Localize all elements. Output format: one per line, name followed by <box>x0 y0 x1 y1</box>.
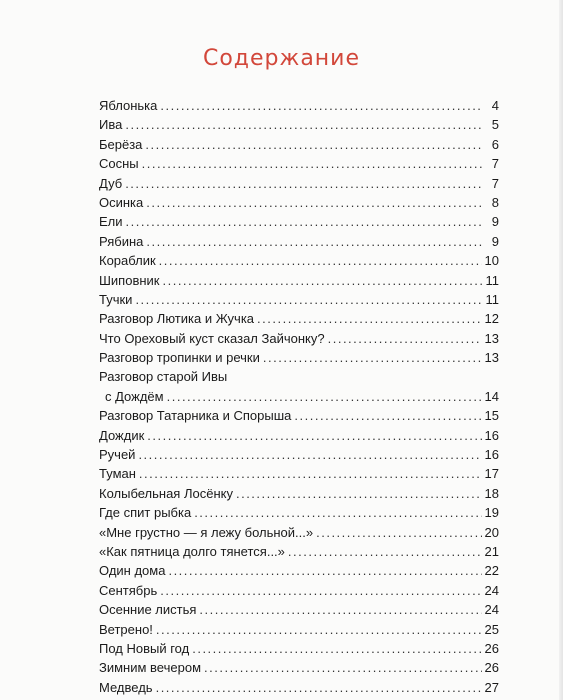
page-edge <box>559 0 563 700</box>
toc-entry-title: Ели <box>99 214 123 230</box>
toc-entry-page: 6 <box>491 136 499 152</box>
toc-entry-page: 9 <box>491 233 499 249</box>
toc-entry-page: 22 <box>484 563 499 579</box>
toc-entry <box>99 639 499 658</box>
toc-entry <box>99 542 499 561</box>
toc-entry-title: Медведь <box>99 679 153 695</box>
toc-entry-continuation <box>99 387 499 406</box>
table-of-contents <box>99 96 499 697</box>
toc-entry-page: 26 <box>484 660 499 676</box>
leader-dots <box>168 561 481 580</box>
toc-entry <box>99 367 499 386</box>
toc-entry-page: 7 <box>491 156 499 172</box>
toc-entry-page: 16 <box>484 447 499 463</box>
toc-entry-title: Ручей <box>99 447 136 463</box>
leader-dots <box>236 484 482 503</box>
toc-entry <box>99 581 499 600</box>
leader-dots <box>126 212 482 231</box>
toc-entry-page: 18 <box>484 485 499 501</box>
toc-entry-page: 12 <box>484 311 499 327</box>
toc-entry-title: Шиповник <box>99 272 160 288</box>
leader-dots <box>294 406 481 425</box>
toc-entry <box>99 600 499 619</box>
toc-entry-title: Один дома <box>99 563 166 579</box>
toc-entry <box>99 290 499 309</box>
toc-entry-page: 21 <box>484 543 499 559</box>
leader-dots <box>135 290 482 309</box>
toc-entry <box>99 193 499 212</box>
leader-dots <box>146 232 482 251</box>
leader-dots <box>139 464 482 483</box>
toc-entry-page: 24 <box>484 582 499 598</box>
toc-entry <box>99 503 499 522</box>
toc-entry-page: 4 <box>491 98 499 113</box>
toc-entry-page: 13 <box>484 350 499 366</box>
leader-dots <box>257 309 481 328</box>
toc-entry-page: 25 <box>484 621 499 637</box>
leader-dots <box>125 115 482 134</box>
toc-entry <box>99 658 499 677</box>
toc-entry-title: Колыбельная Лосёнку <box>99 485 233 501</box>
toc-entry <box>99 406 499 425</box>
toc-entry-title: Разговор Лютика и Жучка <box>99 311 255 327</box>
toc-entry-page: 20 <box>484 524 499 540</box>
toc-entry <box>99 523 499 542</box>
toc-entry-title-continued: с Дождём <box>105 388 164 404</box>
toc-entry <box>99 678 499 697</box>
leader-dots <box>199 600 481 619</box>
toc-entry <box>99 232 499 251</box>
leader-dots <box>160 581 481 600</box>
leader-dots <box>146 193 482 212</box>
leader-dots <box>138 445 481 464</box>
toc-entry-page: 9 <box>491 214 499 230</box>
toc-entry <box>99 212 499 231</box>
toc-entry-page: 19 <box>484 505 499 521</box>
toc-entry-title: Дуб <box>99 175 123 191</box>
leader-dots <box>316 523 481 542</box>
toc-entry-title: Сосны <box>99 156 139 172</box>
toc-entry-title: «Как пятница долго тянется...» <box>99 543 285 559</box>
toc-entry-title: Разговор тропинки и речки <box>99 350 260 366</box>
leader-dots <box>162 271 482 290</box>
toc-entry <box>99 561 499 580</box>
toc-entry-page: 17 <box>484 466 499 482</box>
toc-entry-title: Яблонька <box>99 98 158 113</box>
toc-entry <box>99 154 499 173</box>
toc-entry <box>99 96 499 115</box>
toc-entry <box>99 174 499 193</box>
toc-entry <box>99 135 499 154</box>
toc-entry-title: «Мне грустно — я лежу больной...» <box>99 524 314 540</box>
toc-entry-title: Берёза <box>99 136 143 152</box>
toc-entry-title: Где спит рыбка <box>99 505 192 521</box>
toc-entry-page: 14 <box>484 388 499 404</box>
leader-dots <box>145 135 482 154</box>
toc-entry <box>99 251 499 270</box>
toc-entry-page: 13 <box>484 330 499 346</box>
toc-entry <box>99 620 499 639</box>
toc-entry-title: Кораблик <box>99 253 156 269</box>
toc-entry <box>99 348 499 367</box>
toc-entry-page: 27 <box>484 679 499 695</box>
leader-dots <box>125 174 482 193</box>
leader-dots <box>156 620 482 639</box>
toc-entry-title: Разговор старой Ивы <box>99 369 228 385</box>
toc-entry <box>99 464 499 483</box>
leader-dots <box>204 658 482 677</box>
leader-dots <box>167 387 482 406</box>
toc-entry-page: 5 <box>491 117 499 133</box>
toc-entry-page: 26 <box>484 640 499 656</box>
toc-entry-title: Дождик <box>99 427 145 443</box>
leader-dots <box>160 96 482 115</box>
toc-entry-title: Ива <box>99 117 123 133</box>
leader-dots <box>328 329 482 348</box>
toc-entry-page: 24 <box>484 602 499 618</box>
leader-dots <box>192 639 481 658</box>
leader-dots <box>156 678 482 697</box>
toc-entry-title: Туман <box>99 466 136 482</box>
toc-entry-title: Ветрено! <box>99 621 153 637</box>
leader-dots <box>159 251 482 270</box>
toc-entry <box>99 271 499 290</box>
toc-entry-title: Что Ореховый куст сказал Зайчонку? <box>99 330 325 346</box>
leader-dots <box>147 426 481 445</box>
toc-entry <box>99 329 499 348</box>
toc-entry <box>99 426 499 445</box>
leader-dots <box>288 542 482 561</box>
toc-entry <box>99 445 499 464</box>
toc-entry-title: Зимним вечером <box>99 660 202 676</box>
toc-entry-title: Под Новый год <box>99 640 190 656</box>
toc-entry-page: 11 <box>485 272 499 288</box>
toc-entry-title: Разговор Татарника и Спорыша <box>99 408 292 424</box>
toc-entry <box>99 309 499 328</box>
toc-entry-page: 8 <box>491 194 499 210</box>
toc-entry-page: 7 <box>491 175 499 191</box>
toc-entry-title: Осинка <box>99 194 144 210</box>
toc-entry-page: 10 <box>484 253 499 269</box>
leader-dots <box>194 503 481 522</box>
toc-entry <box>99 484 499 503</box>
toc-entry-title: Осенние листья <box>99 602 197 618</box>
toc-entry-title: Сентябрь <box>99 582 158 598</box>
toc-entry-page: 11 <box>485 291 499 307</box>
toc-entry-page: 15 <box>484 408 499 424</box>
toc-entry-title: Тучки <box>99 291 133 307</box>
page-title: Содержание <box>202 46 361 71</box>
toc-entry-page: 16 <box>484 427 499 443</box>
toc-entry <box>99 115 499 134</box>
leader-dots <box>142 154 482 173</box>
leader-dots <box>263 348 482 367</box>
toc-entry-title: Рябина <box>99 233 144 249</box>
